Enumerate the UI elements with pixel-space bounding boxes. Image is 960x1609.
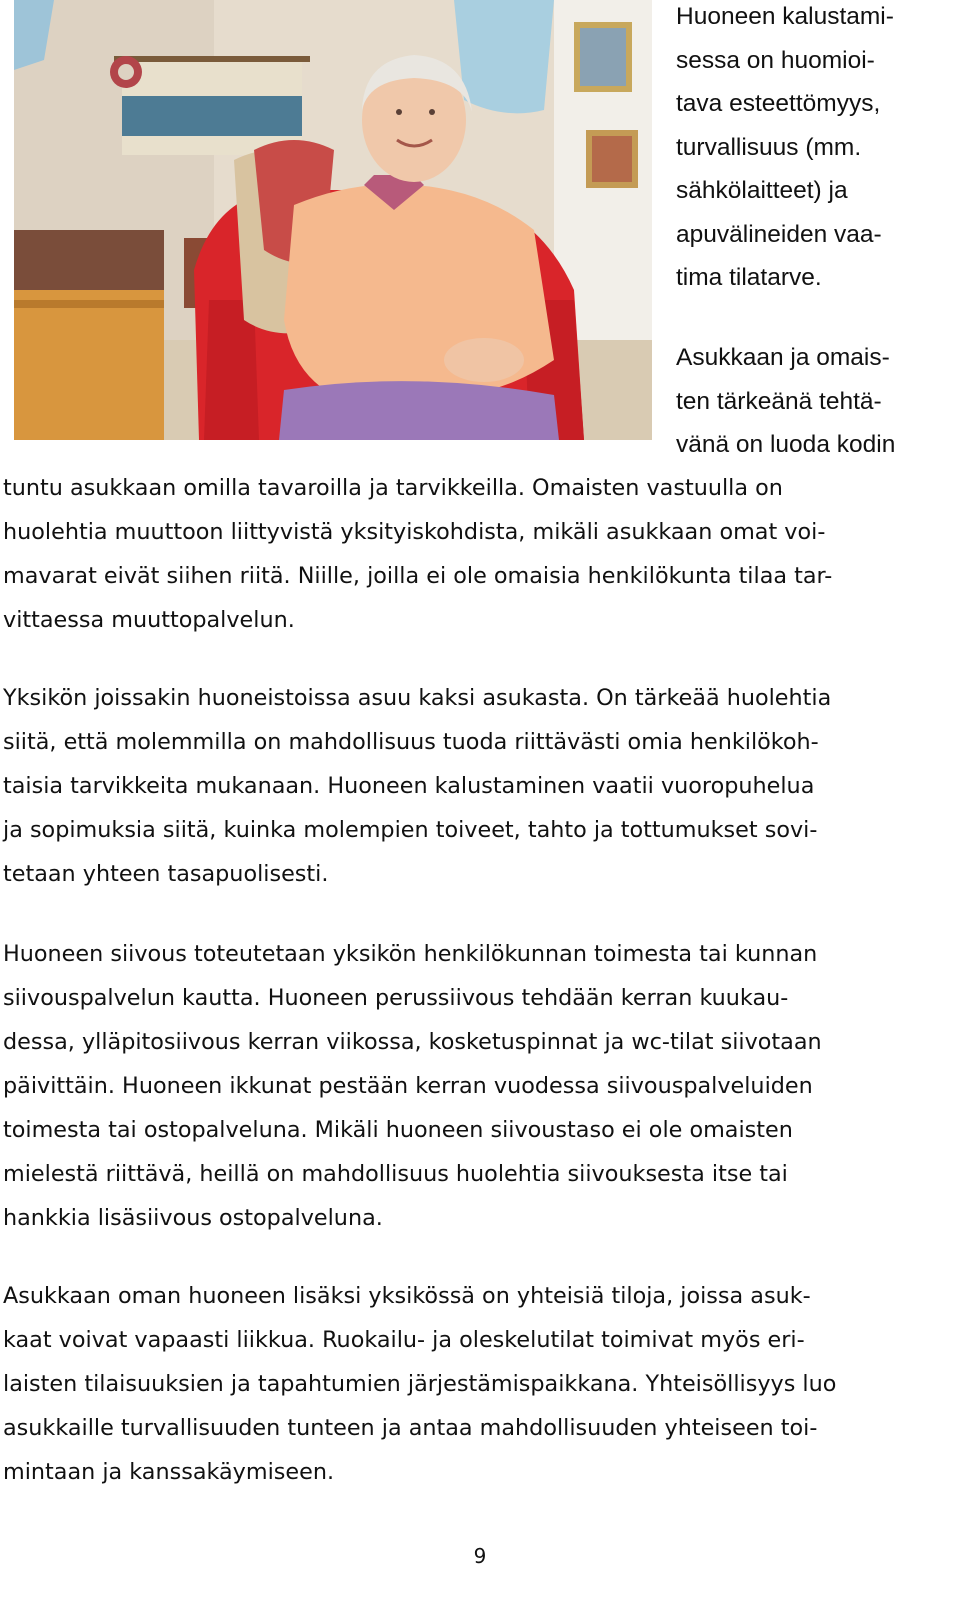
text-line: ja sopimuksia siitä, kuinka molempien toiveet, tahto ja tottumukset sovi- [3, 817, 818, 843]
resident-photo [14, 0, 652, 440]
text-line: asukkaille turvallisuuden tunteen ja antaa mahdollisuuden yhteiseen toi- [3, 1415, 818, 1441]
text-line: sessa on huomioi- [676, 46, 875, 74]
text-line: päivittäin. Huoneen ikkunat pestään kerran vuodessa siivouspalveluiden [3, 1073, 813, 1099]
text-line: vittaessa muuttopalvelun. [3, 607, 295, 633]
text-line: laisten tilaisuuksien ja tapahtumien järjestämispaikkana. Yhteisöllisyys luo [3, 1371, 837, 1397]
page-number: 9 [473, 1544, 487, 1568]
body-paragraph-4 [3, 1274, 943, 1494]
text-line: turvallisuus (mm. [676, 133, 862, 161]
text-line: mavarat eivät siihen riitä. Niille, joilla ei ole omaisia henkilökunta tilaa tar- [3, 563, 833, 589]
text-line: Asukkaan oman huoneen lisäksi yksikössä on yhteisiä tiloja, joissa asuk- [3, 1283, 811, 1309]
text-line: Asukkaan ja omais- [676, 344, 890, 371]
text-line: Huoneen siivous toteutetaan yksikön henkilökunnan toimesta tai kunnan [3, 941, 818, 967]
text-line: tetaan yhteen tasapuolisesti. [3, 861, 329, 887]
text-line: siivouspalvelun kautta. Huoneen perussiivous tehdään kerran kuukau- [3, 985, 789, 1011]
text-line: dessa, ylläpitosiivous kerran viikossa, kosketuspinnat ja wc-tilat siivotaan [3, 1029, 822, 1055]
text-line: siitä, että molemmilla on mahdollisuus tuoda riittävästi omia henkilökoh- [3, 729, 819, 755]
body-paragraph-3 [3, 932, 943, 1240]
text-line: vänä on luoda kodin [676, 431, 896, 458]
text-line: tava esteettömyys, [676, 90, 881, 117]
text-line: huolehtia muuttoon liittyvistä yksityiskohdista, mikäli asukkaan omat voi- [3, 519, 826, 545]
sidebar-paragraph-1 [676, 0, 946, 300]
text-line: tuntu asukkaan omilla tavaroilla ja tarvikkeilla. Omaisten vastuulla on [3, 475, 783, 501]
text-line: ten tärkeänä tehtä- [676, 387, 882, 415]
text-line: tima tilatarve. [676, 264, 822, 291]
text-line: Huoneen kalustami- [676, 3, 894, 30]
text-line: Yksikön joissakin huoneistoissa asuu kaksi asukasta. On tärkeää huolehtia [3, 685, 832, 711]
sidebar-paragraph-2 [676, 336, 946, 467]
text-line: kaat voivat vapaasti liikkua. Ruokailu- ja oleskelutilat toimivat myös eri- [3, 1327, 805, 1353]
text-line: taisia tarvikkeita mukanaan. Huoneen kalustaminen vaatii vuoropuhelua [3, 773, 815, 799]
text-line: mielestä riittävä, heillä on mahdollisuus huolehtia siivouksesta itse tai [3, 1161, 788, 1187]
text-line: apuvälineiden vaa- [676, 220, 882, 248]
body-paragraph-1 [3, 466, 943, 642]
text-line: toimesta tai ostopalveluna. Mikäli huoneen siivoustaso ei ole omaisten [3, 1117, 793, 1143]
text-line: mintaan ja kanssakäymiseen. [3, 1459, 335, 1485]
text-line: hankkia lisäsiivous ostopalveluna. [3, 1205, 383, 1231]
body-paragraph-2 [3, 676, 943, 896]
text-line: sähkölaitteet) ja [676, 177, 848, 204]
